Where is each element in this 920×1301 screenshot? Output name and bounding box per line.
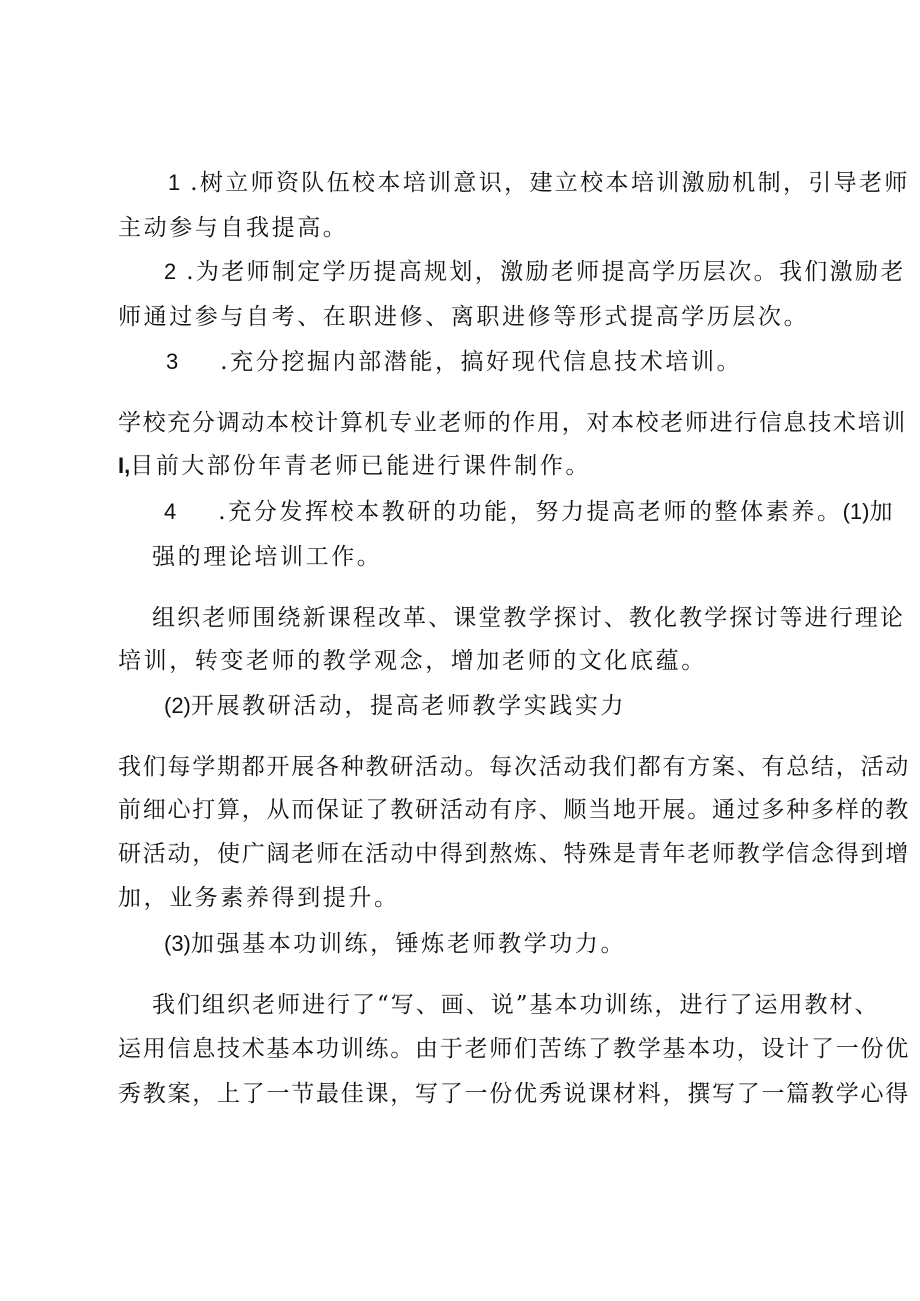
sub-number: (1) bbox=[842, 499, 870, 524]
paragraph-text: .充分发挥校本教研的功能，努力提高老师的整体素养。 bbox=[218, 499, 843, 525]
item-number: 4 bbox=[164, 499, 177, 524]
paragraph-6-heading bbox=[164, 929, 626, 959]
paragraph-3-body-line-2 bbox=[118, 451, 591, 481]
item-number: 2 bbox=[164, 259, 177, 284]
paragraph-text: 我们组织老师进行了“写、画、说”基本功训练，进行了运用教材、 bbox=[152, 992, 880, 1018]
paragraph-text: 运用信息技术基本功训练。由于老师们苦练了教学基本功，设计了一份优 bbox=[118, 1036, 910, 1062]
paragraph-3-heading bbox=[166, 347, 742, 377]
paragraph-text: 目前大部份年青老师已能进行课件制作。 bbox=[130, 453, 592, 479]
paragraph-text: 学校充分调动本校计算机专业老师的作用，对本校老师进行信息技术培训 bbox=[118, 410, 907, 436]
paragraph-5-body-line-2 bbox=[118, 795, 910, 825]
sub-number: (3) bbox=[164, 931, 191, 956]
paragraph-text: .充分挖掘内部潜能，搞好现代信息技术培训。 bbox=[220, 349, 743, 375]
paragraph-4-body-line-2 bbox=[118, 646, 707, 676]
paragraph-6-body-line-2 bbox=[118, 1034, 910, 1064]
paragraph-5-body-line-1 bbox=[118, 752, 910, 782]
paragraph-1-line-2 bbox=[118, 213, 348, 243]
paragraph-text: 加强基本功训练，锤炼老师教学功力。 bbox=[190, 931, 627, 957]
paragraph-text-end: 加 bbox=[869, 499, 896, 525]
paragraph-5-body-line-3 bbox=[118, 839, 910, 869]
paragraph-1-line-1 bbox=[168, 168, 910, 198]
paragraph-text: .树立师资队伍校本培训意识，建立校本培训激励机制，引导老师 bbox=[190, 170, 910, 196]
paragraph-text: 主动参与自我提高。 bbox=[118, 215, 349, 241]
paragraph-text: 师通过参与自考、在职进修、离职进修等形式提高学历层次。 bbox=[118, 304, 810, 330]
sub-number: (2) bbox=[164, 693, 191, 718]
paragraph-text: 组织老师围绕新课程改革、课堂教学探讨、教化教学探讨等进行理论 bbox=[152, 605, 905, 631]
paragraph-text: .为老师制定学历提高规划，激励老师提高学历层次。我们激励老 bbox=[186, 259, 906, 285]
paragraph-2-line-2 bbox=[118, 302, 809, 332]
paragraph-2-line-1 bbox=[164, 257, 906, 287]
paragraph-5-heading bbox=[164, 691, 626, 721]
item-number: 1 bbox=[168, 170, 181, 195]
item-number: 3 bbox=[166, 349, 179, 374]
paragraph-6-body-line-3 bbox=[118, 1079, 910, 1109]
paragraph-3-body-line-1 bbox=[118, 408, 907, 438]
paragraph-6-body-line-1 bbox=[152, 990, 880, 1020]
paragraph-4-body-line-1 bbox=[152, 603, 905, 633]
paragraph-text: 前细心打算，从而保证了教研活动有序、顺当地开展。通过多种多样的教 bbox=[118, 797, 910, 823]
paragraph-text: 培训，转变老师的教学观念，增加老师的文化底蕴。 bbox=[118, 648, 707, 674]
paragraph-text: 加，业务素养得到提升。 bbox=[118, 885, 400, 911]
paragraph-5-body-line-4 bbox=[118, 883, 400, 913]
paragraph-text: 秀教案，上了一节最佳课，写了一份优秀说课材料，撰写了一篇教学心得 bbox=[118, 1081, 910, 1107]
paragraph-text: 我们每学期都开展各种教研活动。每次活动我们都有方案、有总结，活动 bbox=[118, 754, 910, 780]
paragraph-text: 研活动，使广阔老师在活动中得到熬炼、特殊是青年老师教学信念得到增 bbox=[118, 841, 910, 867]
paragraph-4-line-2 bbox=[152, 542, 382, 572]
paragraph-text: 强的理论培训工作。 bbox=[152, 544, 383, 570]
paragraph-4-line-1 bbox=[164, 497, 895, 527]
paragraph-text: 开展教研活动，提高老师教学实践实力 bbox=[190, 693, 627, 719]
stray-mark: I, bbox=[118, 453, 131, 478]
